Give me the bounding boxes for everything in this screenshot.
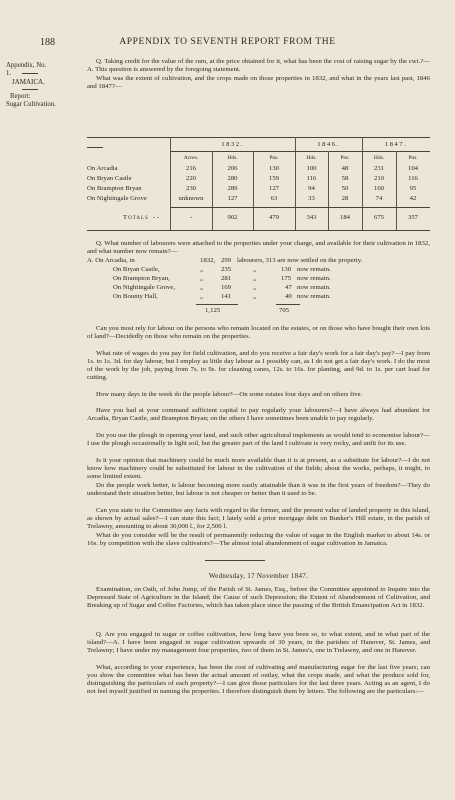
paragraph: What, according to your experience, has been the cost of cultivating and manufacturing sugar for the last five years; can you show the committee what has been the actual amount of outlay, what the crops made, and what the produce sold for, distinguishing the particulars of each property?—I can give those particulars for the last three years. Acting as an agent, I do not feel myself justified in naming the properties. I therefore distinguish them by letters. The following are the particulars:— [87, 664, 430, 696]
sidebar-appendix: Appendix, No. 1. [6, 62, 47, 78]
paragraph: Is it your opinion that machinery could be much more available than it is at present, as a substitute for labour?—I do not know how machinery could be substituted for labour in the cultivation of the fields; about the works, perhaps, it might, to some limited extent. [87, 457, 430, 481]
paragraph: Do the people work better, is labour becoming more easily attainable than it was in the first years of freedom?—They do understand their situation better, but labour is not cheaper or better than it used to be. [87, 482, 430, 498]
labourer-row-rest: now remain. [297, 293, 331, 300]
paragraph: What rate of wages do you pay for field cultivation, and do you receive a fair day's work for a fair day's pay?—I pay from 1s. to 1s. 3d. for day labour, but I employ as little day labour as I possibly can, as I do not get a fair day's work. I do the most of the work by the job, paying from 7s. to 9s. for cleaning canes, 12s. to 16s. for planting, and 9d. to 1s. per cart load for cutting. [87, 350, 430, 382]
labourer-row-rest: now remain. [297, 275, 331, 282]
table-cell: 130 [268, 165, 280, 172]
labourer-row-label: On Nightingale Grove, [113, 284, 176, 291]
section-rule [205, 560, 265, 561]
paragraph: Q. Are you engaged in sugar or coffee cultivation, how long have you been so, to what extent, and in what part of the island?—A. I have been engaged in sugar cultivation upwards of 30 years, in the parishes of Hanover, St. James, and Trelawny; I have under my management four properties, two of them in St. James's, one in Trelawny, and one in Hanover. [87, 631, 430, 655]
labourer-row-ditto: „ [200, 266, 203, 273]
total-cell: 902 [227, 214, 238, 221]
labourer-row-ditto: „ [253, 293, 256, 300]
labourer-row-count: 169 [221, 284, 232, 291]
totals-dashes: - - [153, 214, 160, 221]
table-cell: 28 [341, 195, 349, 202]
year-1832: 1832. [221, 141, 244, 148]
subhead-pns: Pns. [269, 155, 279, 161]
sidebar-divider [22, 89, 38, 90]
labourer-row-remain: 40 [285, 293, 292, 300]
table-cell: 116 [408, 175, 418, 182]
total-cell: 357 [407, 214, 419, 221]
table-cell: 58 [341, 175, 349, 182]
question-cost: Q. Taking credit for the value of the rum, at the price obtained for it, what has been the cost of raising sugar by the cwt.?—A. This question is answered by the foregoing statement. [87, 58, 430, 74]
table-cell: 127 [227, 195, 238, 202]
sidebar-place: JAMAICA. [12, 78, 45, 86]
year-1846: 1846. [317, 141, 340, 148]
year-1847: 1847. [384, 141, 408, 148]
table-cell: 48 [341, 165, 349, 172]
labourer-row-ditto: „ [200, 293, 203, 300]
table-cell: 42 [409, 195, 417, 202]
paragraph: Have you had at your command sufficient capital to pay regularly your labourers?—I have always had abundant for Arcadia, Bryan Castle, and Brampton Bryan; on the others I have sometimes been unable to pay regularly. [87, 407, 430, 423]
total-cell: 343 [306, 214, 317, 221]
total-cell: 675 [373, 214, 385, 221]
row-label: On Arcadia [87, 165, 118, 172]
labourer-row-count: 235 [221, 266, 232, 273]
labourer-row-rest: now remain. [297, 284, 331, 291]
table-cell: 100 [306, 165, 317, 172]
crop-table [87, 137, 430, 237]
labourer-row-ditto: „ [200, 284, 203, 291]
subhead-pns: Pns. [340, 155, 350, 161]
paragraph: What do you consider will be the result of permanently reducing the value of sugar in the English market to about 14s. or 16s. by competition with the slave cultivators?—The almost total abandonment of sugar cultivation in Jamaica. [87, 532, 430, 548]
table-cell: 63 [270, 195, 278, 202]
total-cell: 184 [339, 214, 351, 221]
labourer-row-remain: 47 [285, 284, 292, 291]
subhead-hds: Hds. [227, 155, 238, 161]
labourer-row-ditto: „ [253, 275, 256, 282]
table-cell: 159 [268, 175, 280, 182]
labourer-row-ditto: „ [200, 275, 203, 282]
labourer-row-count: 299 [221, 257, 232, 264]
table-cell: 280 [227, 175, 238, 182]
labourer-row-ditto: „ [253, 284, 256, 291]
table-rule [170, 207, 430, 208]
table-cell: 289 [227, 185, 238, 192]
subhead-pns: Pns. [408, 155, 418, 161]
labourer-row-count: 281 [221, 275, 232, 282]
table-cell: 127 [268, 185, 280, 192]
table-cell: 50 [341, 185, 349, 192]
table-cell: 94 [308, 185, 315, 192]
question-cultivation: What was the extent of cultivation, and the crops made on those properties in 1832, and what in the years last past, 1846 and 1847?— [87, 75, 430, 91]
table-rule [87, 137, 430, 138]
table-cell: 104 [407, 165, 419, 172]
paragraph: How many days in the week do the people labour?—On some estates four days and on others five. [96, 391, 363, 398]
paragraph: Do you use the plough in opening your land, and such other agricultural implements as would tend to economise labour?—I use the plough occasionally in light soil, but the greater part of the land I cultivate is very rocky, and unfit for its use. [87, 432, 430, 448]
date-line: Wednesday, 17 November 1847. [208, 572, 309, 580]
labourers-total-1832: 1,125 [205, 307, 221, 314]
table-rule [87, 147, 103, 148]
paragraph: Can you most rely for labour on the persons who remain located on the estates, or on those who have bought their own lots of land?—Decidedly on those who remain on the properties. [87, 325, 430, 341]
table-rule [87, 230, 430, 231]
sum-rule [276, 304, 300, 305]
labourers-total-now: 705 [279, 307, 290, 314]
labourer-row-label: On Bounty Hall, [113, 293, 158, 300]
labourer-row-rest: now remain. [297, 266, 331, 273]
total-cell: 479 [268, 214, 280, 221]
sidebar-divider [22, 73, 38, 74]
subhead-hds: Hds. [373, 155, 385, 161]
table-rule [170, 151, 430, 152]
labourer-row-ditto: „ [253, 266, 256, 273]
labourer-row-rest: labourers, 313 are now settled on the property. [237, 257, 363, 264]
labourer-row-year: 1832, [200, 257, 216, 264]
table-cell: 116 [306, 175, 317, 182]
paragraph: Can you state to the Committee any facts with regard to the former, and the present value of landed property in this island, as shown by actual sales?—I can state this fact; I lately sold a prior mortgage debt on Bunker's Hill estate, in the parish of Trelawny, amounting to about 30,000 l., for 2,500 l. [87, 507, 430, 531]
labourer-row-count: 141 [221, 293, 232, 300]
sidebar-report: Report: [10, 93, 31, 100]
subhead-hds: Hds. [306, 155, 317, 161]
table-cell: 95 [409, 185, 417, 192]
question-labourers: Q. What number of labourers were attached to the properties under your charge, and available for their cultivation in 1832, and what number now remain?— [87, 240, 430, 256]
table-cell: 216 [185, 165, 197, 172]
table-cell: 230 [185, 185, 197, 192]
table-cell: 220 [185, 175, 197, 182]
table-cell: 74 [375, 195, 383, 202]
labourer-row-remain: 130 [281, 266, 292, 273]
subhead-acres: Acres. [183, 155, 199, 161]
table-cell: unknown [178, 195, 204, 202]
labourer-row-label: On Bryan Castle, [113, 266, 160, 273]
table-cell: 210 [373, 175, 385, 182]
labourer-row-label: A. On Arcadia, in [87, 257, 135, 264]
row-label: On Nightingale Grove [87, 195, 147, 202]
row-label: On Brampton Bryan [87, 185, 142, 192]
running-title: APPENDIX TO SEVENTH REPORT FROM THE [119, 37, 336, 47]
sidebar-topic: Sugar Cultivation. [6, 101, 56, 108]
totals-label: Totals [123, 214, 149, 221]
total-cell: - [189, 214, 193, 221]
table-cell: 206 [227, 165, 238, 172]
table-cell: 231 [373, 165, 385, 172]
examination-heading: Examination, on Oath, of John Jump, of the Parish of St. James, Esq., before the Committee appointed to Inquire into the Depressed State of Agriculture in the Island; the Cause of such Depression; the Extent of Abandonment of Cultivation, and Breaking up of Sugar and Coffee Factories, which has taken place since the passing of the British Emancipation Act in 1832. [87, 586, 430, 610]
sum-rule [196, 304, 238, 305]
table-cell: 33 [308, 195, 315, 202]
row-label: On Bryan Castle [87, 175, 132, 182]
labourer-row-label: On Brampton Bryan, [113, 275, 170, 282]
labourer-row-remain: 175 [281, 275, 292, 282]
table-cell: 160 [373, 185, 385, 192]
page-number: 188 [40, 37, 55, 48]
